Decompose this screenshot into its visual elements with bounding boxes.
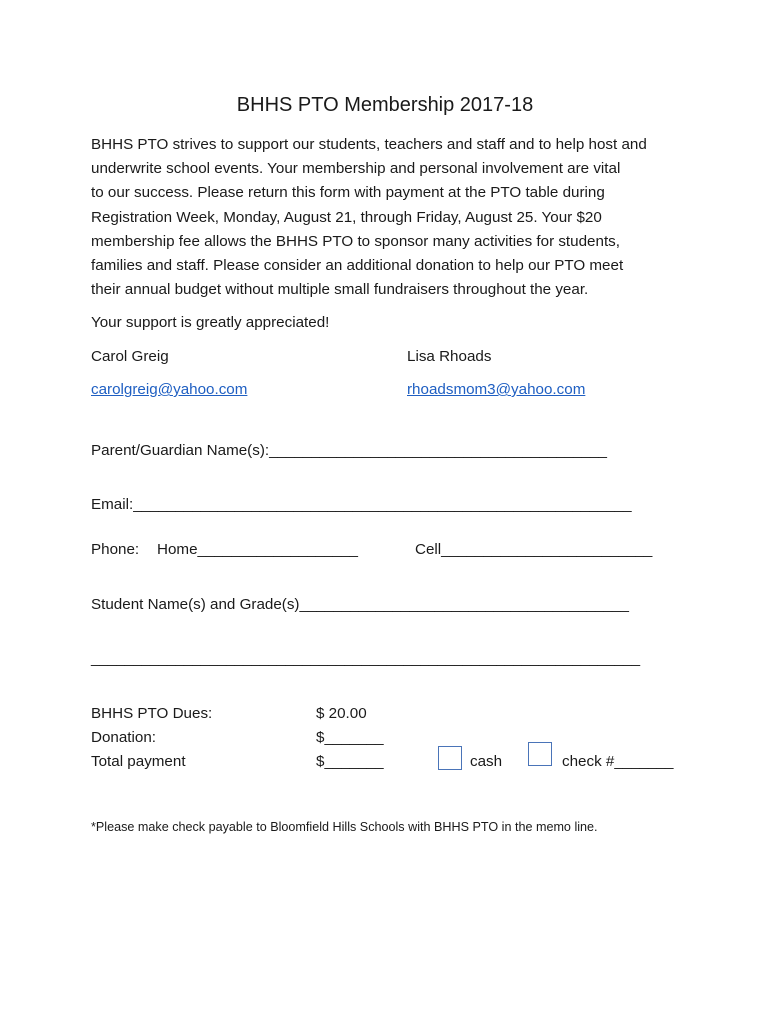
- contact-name-lisa: Lisa Rhoads: [407, 348, 492, 365]
- email-field[interactable]: Email:___________________________________________________________: [91, 496, 632, 513]
- contact-name-carol: Carol Greig: [91, 348, 169, 365]
- parent-name-field[interactable]: Parent/Guardian Name(s):________________________________________: [91, 442, 607, 459]
- intro-line: BHHS PTO strives to support our students, teachers and staff and to help host and: [91, 136, 647, 153]
- intro-line: families and staff. Please consider an additional donation to help our PTO meet: [91, 257, 624, 275]
- dues-value: $ 20.00: [316, 705, 367, 722]
- student-names-field[interactable]: Student Name(s) and Grade(s)_______________________________________: [91, 596, 629, 613]
- phone-home-field[interactable]: Home___________________: [157, 541, 358, 558]
- intro-line: their annual budget without multiple small fundraisers throughout the year.: [91, 281, 589, 299]
- email-link-carol[interactable]: carolgreig@yahoo.com: [91, 381, 248, 398]
- total-payment-field[interactable]: $_______: [316, 753, 384, 770]
- intro-paragraph: [91, 133, 691, 302]
- check-number-field[interactable]: check #_______: [562, 753, 674, 770]
- appreciation-text: Your support is greatly appreciated!: [91, 314, 330, 331]
- form-title: BHHS PTO Membership 2017-18: [236, 94, 534, 116]
- intro-line: to our success. Please return this form with payment at the PTO table during: [91, 184, 605, 202]
- phone-cell-field[interactable]: Cell_________________________: [415, 541, 653, 558]
- footnote: *Please make check payable to Bloomfield Hills Schools with BHHS PTO in the memo line.: [91, 820, 598, 834]
- intro-line: membership fee allows the BHHS PTO to sponsor many activities for students,: [91, 232, 620, 250]
- email-link-lisa[interactable]: rhoadsmom3@yahoo.com: [407, 381, 586, 398]
- intro-line: underwrite school events. Your membership and personal involvement are vital: [91, 160, 621, 178]
- donation-field[interactable]: $_______: [316, 729, 384, 746]
- student-names-extra-line[interactable]: _________________________________________________________________: [91, 650, 641, 667]
- total-payment-label: Total payment: [91, 753, 186, 770]
- donation-label: Donation:: [91, 729, 157, 746]
- intro-line: Registration Week, Monday, August 21, through Friday, August 25. Your $20: [91, 208, 602, 226]
- cash-checkbox[interactable]: [438, 746, 462, 770]
- phone-label: Phone:: [91, 541, 140, 558]
- cash-label: cash: [470, 753, 503, 770]
- check-checkbox[interactable]: [528, 742, 552, 766]
- dues-label: BHHS PTO Dues:: [91, 705, 213, 722]
